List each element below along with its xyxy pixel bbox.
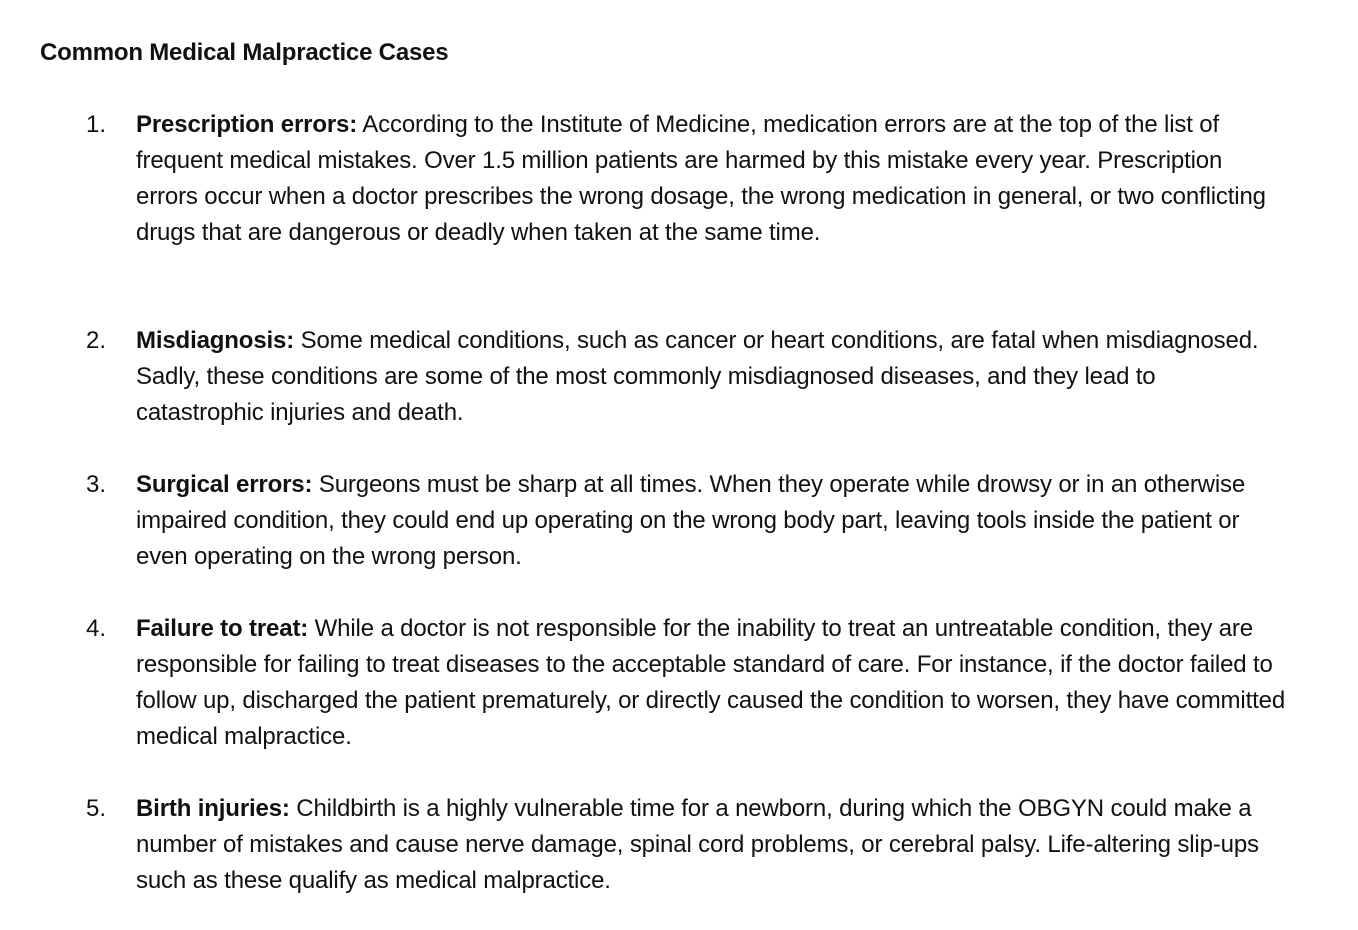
document-title: Common Medical Malpractice Cases <box>40 39 449 66</box>
list-item-body <box>136 467 1286 575</box>
list-item-body <box>136 611 1286 755</box>
list-item-term: Failure to treat: <box>136 615 309 642</box>
list-item-term: Birth injuries: <box>136 795 290 822</box>
list-item-number: 1. <box>86 111 107 138</box>
list-item-number: 4. <box>86 615 107 642</box>
list-item-text: Some medical conditions, such as cancer or heart conditions, are fatal when misdiagnosed. Sadly, these conditions are some of the most commonly misdiagnosed diseases, and they lead to catastrophic injuries and death. <box>136 327 1259 426</box>
list-item-body <box>136 323 1286 431</box>
list-item-term: Surgical errors: <box>136 471 313 498</box>
list-item-text: Childbirth is a highly vulnerable time for a newborn, during which the OBGYN could make a number of mistakes and cause nerve damage, spinal cord problems, or cerebral palsy. Life-altering slip-ups such as these qualify as medical malpractice. <box>136 795 1259 894</box>
list-item-body <box>136 107 1286 251</box>
list-item-term: Prescription errors: <box>136 111 358 138</box>
list-item-text: While a doctor is not responsible for the inability to treat an untreatable condition, they are responsible for failing to treat diseases to the acceptable standard of care. For instance, if the doctor failed to follow up, discharged the patient prematurely, or directly caused the condition to worsen, they have committed medical malpractice. <box>136 615 1286 750</box>
list-item-term: Misdiagnosis: <box>136 327 295 354</box>
list-item-text: According to the Institute of Medicine, medication errors are at the top of the list of frequent medical mistakes. Over 1.5 million patients are harmed by this mistake every year. Prescription errors occur when a doctor prescribes the wrong dosage, the wrong medication in general, or two conflicting drugs that are dangerous or deadly when taken at the same time. <box>136 111 1266 246</box>
list-item-number: 3. <box>86 471 107 498</box>
list-item-text: Surgeons must be sharp at all times. When they operate while drowsy or in an otherwise impaired condition, they could end up operating on the wrong body part, leaving tools inside the patient or even operating on the wrong person. <box>136 471 1246 570</box>
list-item-number: 2. <box>86 327 107 354</box>
list-item-body <box>136 791 1286 899</box>
list-item-number: 5. <box>86 795 107 822</box>
